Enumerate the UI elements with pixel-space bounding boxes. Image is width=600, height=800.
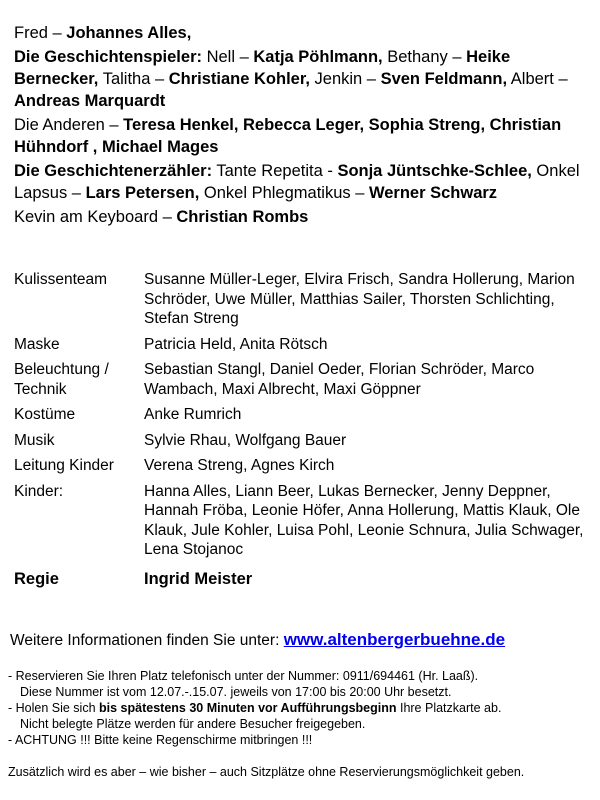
crew-row: [14, 482, 594, 566]
role-text: Talitha –: [98, 70, 169, 88]
crew-role: Kinder:: [14, 482, 64, 500]
crew-role: Kostüme: [14, 406, 76, 423]
actor-name: Teresa Henkel, Rebecca Leger, Sophia Streng, Christian Hühndorf , Michael Mages: [14, 116, 562, 156]
actor-name: Lars Petersen,: [85, 184, 200, 202]
crew-row: [14, 431, 594, 457]
actor-name: Sven Feldmann,: [380, 70, 508, 88]
cast-line-fred: [14, 22, 584, 44]
group-heading: Die Geschichtenerzähler:: [14, 162, 213, 180]
note-release-seats: Nicht belegte Plätze werden für andere Besucher freigegeben.: [20, 717, 366, 731]
crew-names: Anke Rumrich: [144, 406, 242, 423]
more-info-line: [10, 630, 596, 651]
role-text: Onkel Phlegmatikus –: [199, 184, 369, 202]
crew-names: Sebastian Stangl, Daniel Oeder, Florian Schröder, Marco Wambach, Maxi Albrecht, Maxi Göppner: [144, 361, 535, 398]
actor-name: Werner Schwarz: [368, 184, 498, 202]
note-umbrella-warning: - ACHTUNG !!! Bitte keine Regenschirme mitbringen !!!: [8, 733, 313, 747]
role-text: Albert –: [507, 70, 568, 88]
website-link[interactable]: www.altenbergerbuehne.de: [283, 630, 506, 649]
role-text: Onkel Lapsus –: [14, 162, 580, 202]
note-pickup-end: Ihre Platzkarte ab.: [396, 701, 502, 715]
role-text: Nell –: [202, 48, 254, 66]
cast-line-die-anderen: [14, 114, 584, 158]
regie-label: Regie: [14, 569, 59, 588]
cast-list: [14, 22, 584, 230]
note-pickup: [8, 700, 598, 716]
cast-line-keyboard: [14, 206, 584, 228]
more-info-text: Weitere Informationen finden Sie unter:: [10, 632, 284, 649]
note-pickup-start: - Holen Sie sich: [8, 701, 100, 715]
actor-name: Sonja Jüntschke-Schlee,: [337, 162, 532, 180]
crew-row: [14, 405, 594, 431]
closing-note: Zusätzlich wird es aber – wie bisher – auch Sitzplätze ohne Reservierungsmöglichkeit geben.: [8, 765, 525, 779]
cast-line-geschichtenerzaehler: [14, 160, 584, 204]
actor-name: Christiane Kohler,: [168, 70, 310, 88]
role-text: Bethany –: [382, 48, 467, 66]
crew-role: Beleuchtung / Technik: [14, 361, 109, 398]
crew-names: Sylvie Rhau, Wolfgang Bauer: [144, 431, 347, 449]
actor-name: Heike Bernecker,: [14, 48, 511, 88]
crew-role: Maske: [14, 335, 60, 353]
crew-table: [14, 270, 594, 595]
crew-names: Susanne Müller-Leger, Elvira Frisch, Sandra Hollerung, Marion Schröder, Uwe Müller, Matthias Sailer, Thorsten Schlichting, Stefan Streng: [144, 271, 575, 327]
reservation-notes: [8, 668, 598, 748]
crew-role: Musik: [14, 431, 55, 449]
crew-names: Patricia Held, Anita Rötsch: [144, 335, 328, 353]
note-phone-hours: Diese Nummer ist vom 12.07.-.15.07. jeweils von 17:00 bis 20:00 Uhr besetzt.: [20, 685, 452, 699]
crew-names: Hanna Alles, Liann Beer, Lukas Bernecker, Jenny Deppner, Hannah Fröba, Leonie Höfer, Anna Hollerung, Mattis Klauk, Ole Klauk, Jule Kohler, Luisa Pohl, Leonie Schnura, Julia Schwager, Lena Stojanoc: [144, 482, 584, 558]
regie-name: Ingrid Meister: [144, 569, 253, 588]
role-text: Kevin am Keyboard –: [14, 208, 177, 226]
role-text: Tante Repetita -: [212, 162, 338, 180]
crew-row: [14, 335, 594, 361]
cast-line-geschichtenspieler: [14, 46, 584, 112]
crew-row: [14, 456, 594, 482]
actor-name: Johannes Alles,: [66, 24, 192, 42]
actor-name: Christian Rombs: [176, 208, 309, 226]
role-text: Jenkin –: [309, 70, 381, 88]
role-text: Die Anderen –: [14, 116, 124, 134]
crew-row: [14, 270, 594, 335]
actor-name: Andreas Marquardt: [14, 92, 166, 110]
actor-name: Katja Pöhlmann,: [253, 48, 383, 66]
regie-row: [14, 566, 594, 596]
group-heading: Die Geschichtenspieler:: [14, 48, 202, 66]
crew-role: Kulissenteam: [14, 271, 108, 288]
note-reservation-phone: - Reservieren Sie Ihren Platz telefonisch unter der Nummer: 0911/694461 (Hr. Laaß).: [8, 669, 479, 683]
crew-role: Leitung Kinder: [14, 457, 114, 474]
crew-row: [14, 360, 594, 405]
role-text: Fred –: [14, 24, 67, 42]
note-pickup-deadline: bis spätestens 30 Minuten vor Aufführungsbeginn: [99, 701, 397, 715]
crew-names: Verena Streng, Agnes Kirch: [144, 457, 335, 474]
